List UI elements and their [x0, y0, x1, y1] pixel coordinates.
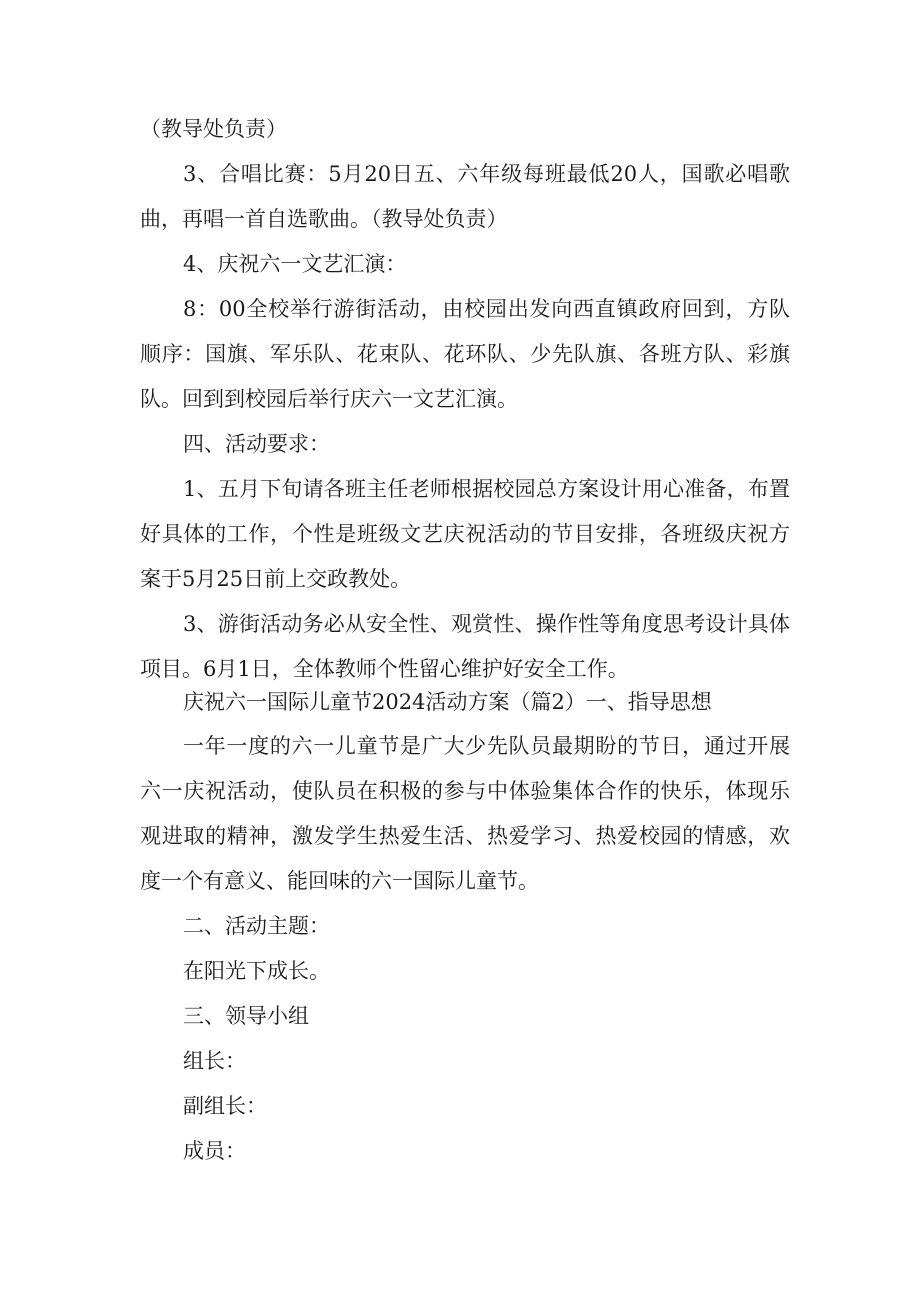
- paragraph-deputy-leader: 副组长：: [183, 1094, 267, 1118]
- paragraph-parade: 8：00全校举行游街活动，由校园出发向西直镇政府回到，方队顺序：国旗、军乐队、花束队、花环队、少先队旗、各班方队、彩旗队。回到到校园后举行庆六一文艺汇演。: [140, 297, 790, 411]
- paragraph-leadership-heading: 三、领导小组: [183, 1004, 309, 1028]
- paragraph-art-show-heading: 4、庆祝六一文艺汇演：: [183, 252, 407, 276]
- paragraph-theme-heading: 二、活动主题：: [183, 914, 330, 938]
- paragraph-members: 成员：: [183, 1139, 246, 1163]
- paragraph-requirement-3: 3、游街活动务必从安全性、观赏性、操作性等角度思考设计具体项目。6月1日，全体教师个性留心维护好安全工作。: [140, 612, 790, 681]
- paragraph-group-leader: 组长：: [183, 1049, 246, 1073]
- paragraph-responsible-note: （教导处负责）: [140, 117, 287, 141]
- paragraph-plan2-title: 庆祝六一国际儿童节2024活动方案（篇2）一、指导思想: [183, 690, 712, 714]
- paragraph-theme: 在阳光下成长。: [183, 959, 330, 983]
- paragraph-chorus-contest: 3、合唱比赛：5月20日五、六年级每班最低20人，国歌必唱歌曲，再唱一首自选歌曲。（教导处负责）: [140, 162, 790, 231]
- paragraph-requirement-1: 1、五月下旬请各班主任老师根据校园总方案设计用心准备，布置好具体的工作，个性是班级文艺庆祝活动的节目安排，各班级庆祝方案于5月25日前上交政教处。: [140, 477, 790, 591]
- paragraph-requirements-heading: 四、活动要求：: [183, 432, 330, 456]
- paragraph-guiding-idea: 一年一度的六一儿童节是广大少先队员最期盼的节日，通过开展六一庆祝活动，使队员在积极的参与中体验集体合作的快乐，体现乐观进取的精神，激发学生热爱生活、热爱学习、热爱校园的情感，欢度一个有意义、能回味的六一国际儿童节。: [140, 734, 790, 893]
